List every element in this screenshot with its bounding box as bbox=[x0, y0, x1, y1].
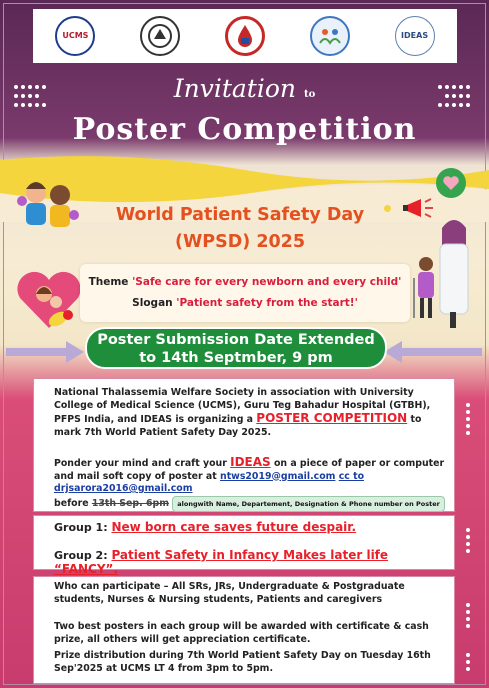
drop-icon bbox=[230, 21, 260, 51]
intro-paragraph: National Thalassemia Welfare Society in association with University College of Medical Science (UCMS), Guru Teg Bahadur Hospital (GTBH), PFPS India, and IDEAS is organizing a POSTER COMPETITION to mark 7th World Patient Safety Day 2025. bbox=[54, 387, 431, 438]
email-link-drjsarora[interactable]: drjsarora2016@gmail.com bbox=[54, 483, 193, 494]
heart-bubble-icon bbox=[434, 166, 468, 200]
emblem-icon bbox=[145, 21, 175, 51]
prize-text: Two best posters in each group will be awarded with certificate & cash prize, all others will get appreciation certificate. bbox=[54, 621, 429, 645]
vertical-dots-decoration bbox=[466, 400, 472, 438]
pills-icon bbox=[46, 305, 76, 331]
groups-box bbox=[33, 515, 455, 576]
event-title: World Patient Safety Day (WPSD) 2025 bbox=[115, 205, 365, 252]
submission-requirements-tag: alongwith Name, Departement, Designation & Phone number on Poster bbox=[172, 496, 445, 513]
details-box bbox=[33, 576, 455, 684]
slogan-line: Slogan 'Patient safety from the start!' bbox=[132, 297, 358, 309]
ucms-logo: UCMS bbox=[55, 16, 95, 56]
poster-competition-title: Poster Competition bbox=[72, 112, 417, 147]
logo-strip bbox=[33, 9, 457, 63]
group-2: Group 2: Patient Safety in Infancy Makes later life “FANCY”. bbox=[54, 548, 389, 576]
group-1: Group 1: New born care saves future despair. bbox=[54, 520, 357, 534]
ideas-logo: IDEAS bbox=[395, 16, 435, 56]
people-icon bbox=[315, 21, 345, 51]
arrow-left-icon bbox=[384, 341, 482, 363]
theme-line: Theme 'Safe care for every newborn and every child' bbox=[88, 276, 402, 288]
nurse-child-illustration bbox=[410, 218, 478, 330]
theme-slogan-box bbox=[80, 264, 410, 322]
submission-date-banner: Poster Submission Date Extended to 14th Septmber, 9 pm bbox=[85, 327, 387, 369]
distribution-text: Prize distribution during 7th World Patient Safety Day on Tuesday 16th Sep'2025 at UCMS LT 4 from 3pm to 5pm. bbox=[54, 650, 431, 674]
ntws-logo bbox=[225, 16, 265, 56]
arrow-right-icon bbox=[6, 341, 84, 363]
intro-box bbox=[33, 378, 455, 512]
vertical-dots-decoration bbox=[466, 525, 472, 556]
vertical-dots-decoration bbox=[466, 600, 472, 631]
invitation-heading: Invitation to bbox=[173, 74, 316, 103]
eligibility-text: Who can participate – All SRs, JRs, Undergraduate & Postgraduate students, Nurses & Nursing students, Patients and caregivers bbox=[54, 581, 405, 605]
pfps-india-logo bbox=[310, 16, 350, 56]
email-link-ntws[interactable]: ntws2019@gmail.com bbox=[220, 470, 336, 482]
gtbh-logo bbox=[140, 16, 180, 56]
submission-paragraph: Ponder your mind and craft your IDEAS on a piece of paper or computer and mail soft copy of poster at ntws2019@gmail.com cc to drjsarora2016@gmail.com before 13th Sep. 6pm alongwith Name, Departement, Designation & Phone number on Poster bbox=[54, 456, 446, 512]
vertical-dots-decoration bbox=[466, 650, 472, 674]
